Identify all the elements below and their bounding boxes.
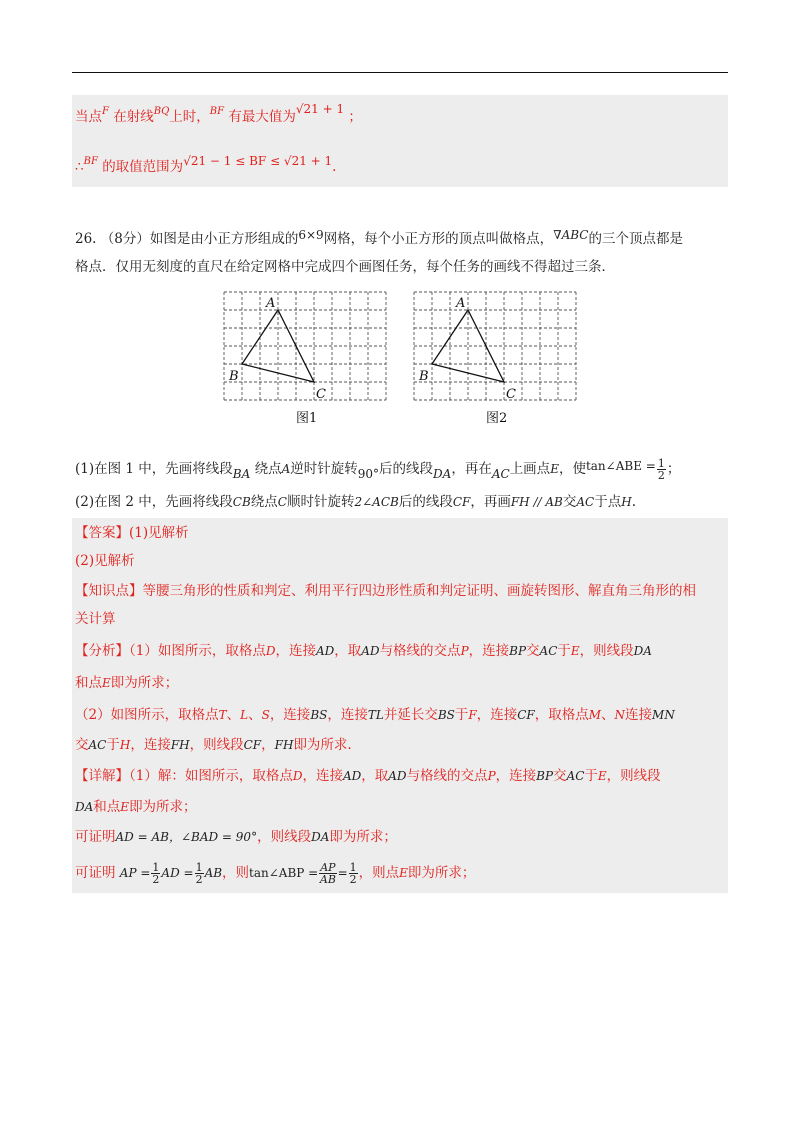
text: 1 <box>152 861 160 874</box>
math: √21 − 1 ≤ BF ≤ √21 + 1 <box>183 154 333 168</box>
text: 、 <box>601 707 615 723</box>
label-c: C <box>316 387 326 402</box>
text: E <box>102 676 111 690</box>
text: 2 <box>195 873 203 886</box>
text: 可证明 <box>75 829 116 845</box>
text: D <box>292 769 303 783</box>
text: 与格线的交点 <box>406 768 488 784</box>
text: AD = AB，∠BAD = 90° <box>115 830 258 844</box>
text: P <box>487 769 496 783</box>
text: 连接 <box>625 707 653 723</box>
math: FH // AB <box>510 495 563 509</box>
text: ，再画 <box>470 494 511 510</box>
text: 和点 <box>93 799 121 815</box>
text: M <box>588 708 602 722</box>
text-line <box>75 154 337 178</box>
label-c: C <box>506 387 516 402</box>
text: E <box>120 800 130 814</box>
math: 2∠ACB <box>354 495 399 509</box>
figure-caption: 图1 <box>296 411 318 426</box>
text: = <box>337 866 348 880</box>
triangle-abc <box>432 310 504 382</box>
text: FH <box>170 738 190 752</box>
answer-line <box>75 524 189 542</box>
text: 网格，每个小正方形的顶点叫做格点， <box>323 231 554 247</box>
math: F <box>102 106 109 117</box>
math: 90° <box>357 467 380 481</box>
text: ，取 <box>361 768 389 784</box>
text: 当点 <box>75 109 102 125</box>
text: P <box>460 644 469 658</box>
text: AC <box>539 644 558 658</box>
text: E <box>597 769 607 783</box>
text: 【知识点】等腰三角形的性质和判定、利用平行四边形性质和判定证明、画旋转图形、解直角三角形的相 <box>75 583 696 599</box>
text: ； <box>348 109 362 125</box>
text: 交 <box>75 737 89 753</box>
denominator: 2 <box>657 469 665 482</box>
math: CF <box>452 495 471 509</box>
text: 即为所求； <box>129 799 197 815</box>
text: BS <box>437 708 455 722</box>
text: . <box>631 494 636 510</box>
text: 2 <box>152 873 160 886</box>
text: AP <box>320 861 336 874</box>
text: T <box>218 708 227 722</box>
text-line <box>75 102 362 128</box>
math: C <box>277 495 287 509</box>
detail-line <box>75 798 197 816</box>
text: 26. （8分）如图是由小正方形组成的 <box>75 231 299 247</box>
text: ，使 <box>558 461 586 477</box>
text: ，则点 <box>358 865 400 881</box>
text: CF <box>517 708 535 722</box>
text: MN <box>652 708 675 722</box>
text: E <box>399 866 408 880</box>
knowledge-line <box>75 582 696 600</box>
math: A <box>281 462 291 476</box>
text: 绕点 <box>254 461 282 477</box>
math: CB <box>232 495 251 509</box>
text: AD = <box>161 866 194 880</box>
text: 关计算 <box>75 611 116 627</box>
math: √21 + 1 <box>295 102 345 116</box>
text: (2)见解析 <box>75 553 135 569</box>
math: BF <box>83 156 98 167</box>
text: ，则线段 <box>189 737 244 753</box>
math: H <box>621 495 632 509</box>
text: N <box>614 708 626 722</box>
analysis-line <box>75 642 652 660</box>
math: BF <box>209 106 225 117</box>
text: 于 <box>557 643 571 659</box>
text: ，连接 <box>327 707 368 723</box>
math: tan∠ABE = <box>585 459 656 473</box>
triangle-abc <box>242 310 314 382</box>
text: 格点．仅用无刻度的直尺在给定网格中完成四个画图任务，每个任务的画线不得超过三条． <box>75 259 615 275</box>
text: 1 <box>349 861 357 874</box>
math: E <box>550 462 559 476</box>
text: ，则 <box>222 865 250 881</box>
label-b: B <box>229 369 239 384</box>
text: AC <box>566 769 585 783</box>
label-a: A <box>266 296 276 311</box>
text: 可证明 <box>75 865 116 881</box>
text: 、 <box>226 707 241 723</box>
analysis-line <box>75 706 675 724</box>
text: 交 <box>553 768 567 784</box>
text: ，连接 <box>302 768 343 784</box>
math: DA <box>433 467 452 481</box>
text: 在射线 <box>113 109 154 125</box>
text: 有最大值为 <box>228 109 296 125</box>
text: ，连接 <box>495 768 537 784</box>
text: AD <box>361 644 380 658</box>
text: 【答案】(1)见解析 <box>75 525 189 541</box>
detail-line <box>75 862 475 885</box>
text: S <box>261 708 270 722</box>
detail-line <box>75 767 661 785</box>
numerator: 1 <box>657 457 665 470</box>
knowledge-line <box>75 610 116 628</box>
text: DA <box>633 644 652 658</box>
grid-2 <box>414 292 576 400</box>
math: BA <box>232 467 251 481</box>
text: 1 <box>195 861 203 874</box>
text: 于点 <box>594 494 622 510</box>
fraction <box>349 862 358 885</box>
text: ∴ <box>75 159 84 175</box>
text: D <box>265 644 276 658</box>
text: ，取 <box>334 643 362 659</box>
detail-line <box>75 828 397 846</box>
figure-1 <box>216 288 396 430</box>
text: BP <box>509 644 527 658</box>
text: ，则线段 <box>579 643 634 659</box>
text: E <box>570 644 580 658</box>
text: . <box>332 159 337 175</box>
text: ，再在 <box>451 461 492 477</box>
text: 【详解】（1）解：如图所示，取格点 <box>75 768 293 784</box>
text: ，取格点 <box>534 707 589 723</box>
text: （2）如图所示，取格点 <box>75 707 219 723</box>
text: (2)在图 2 中，先画将线段 <box>75 494 233 510</box>
label-a: A <box>456 296 466 311</box>
text: ，连接 <box>468 643 510 659</box>
text: 后的线段 <box>398 494 453 510</box>
math: AC <box>576 495 595 509</box>
analysis-line <box>75 674 178 692</box>
math: BQ <box>153 106 170 117</box>
text: AD <box>388 769 407 783</box>
text: AB <box>204 866 223 880</box>
answer-line <box>75 552 135 570</box>
figure-caption: 图2 <box>486 411 508 426</box>
analysis-line <box>75 736 352 754</box>
text: ，连接 <box>269 707 311 723</box>
fraction <box>195 862 204 885</box>
text-line <box>75 258 615 276</box>
math: ∇ABC <box>553 228 589 242</box>
text: BP <box>536 769 554 783</box>
grid-1 <box>224 292 386 400</box>
text: 【分析】（1）如图所示，取格点 <box>75 643 266 659</box>
text: L <box>240 708 249 722</box>
task-2 <box>75 493 636 511</box>
text: 和点 <box>75 675 102 691</box>
text: ，则线段 <box>606 768 661 784</box>
math: 6×9 <box>298 228 324 242</box>
text: TL <box>367 708 384 722</box>
text: 后的线段 <box>379 461 434 477</box>
text: 即为所求； <box>110 675 179 691</box>
figure-2 <box>406 288 586 430</box>
text: 于 <box>584 768 598 784</box>
text: 于 <box>106 737 120 753</box>
text: ，连接 <box>275 643 316 659</box>
text: AP = <box>119 866 151 880</box>
text: 即为所求； <box>407 865 476 881</box>
text: FH <box>274 738 294 752</box>
text: BS <box>310 708 328 722</box>
text: ，连接 <box>476 707 518 723</box>
task-1 <box>75 458 680 481</box>
label-b: B <box>419 369 429 384</box>
text: H <box>119 738 131 752</box>
text: F <box>468 708 477 722</box>
math: AC <box>491 467 510 481</box>
fraction <box>319 862 336 885</box>
text: ，则线段 <box>257 829 312 845</box>
text: ， <box>261 737 275 753</box>
text: 上画点 <box>509 461 551 477</box>
text: 上时， <box>169 109 210 125</box>
text: 的三个顶点都是 <box>588 231 683 247</box>
text: (1)在图 1 中，先画将线段 <box>75 461 233 477</box>
text: 并延长交 <box>383 707 438 723</box>
text: AD <box>342 769 362 783</box>
text: 交 <box>562 494 577 510</box>
text: 于 <box>454 707 469 723</box>
text: 顺时针旋转 <box>286 494 355 510</box>
header-rule <box>72 72 728 73</box>
text: AB <box>319 873 336 886</box>
fraction <box>657 458 666 481</box>
text: AC <box>88 738 107 752</box>
fraction <box>151 862 160 885</box>
text-line <box>75 230 683 248</box>
text: 、 <box>248 707 262 723</box>
text: 的取值范围为 <box>102 159 184 175</box>
text: 交 <box>526 643 540 659</box>
text: ； <box>666 461 681 477</box>
text: CF <box>243 738 262 752</box>
text: DA <box>311 830 330 844</box>
text: DA <box>75 800 94 814</box>
text: tan∠ABP = <box>249 866 319 880</box>
text: 逆时针旋转 <box>290 461 358 477</box>
text: 2 <box>349 873 357 886</box>
text: AD <box>315 644 335 658</box>
text: 即为所求. <box>293 737 352 753</box>
text: 绕点 <box>250 494 278 510</box>
text: ，连接 <box>130 737 171 753</box>
text: 即为所求； <box>329 829 397 845</box>
text: 与格线的交点 <box>379 643 461 659</box>
